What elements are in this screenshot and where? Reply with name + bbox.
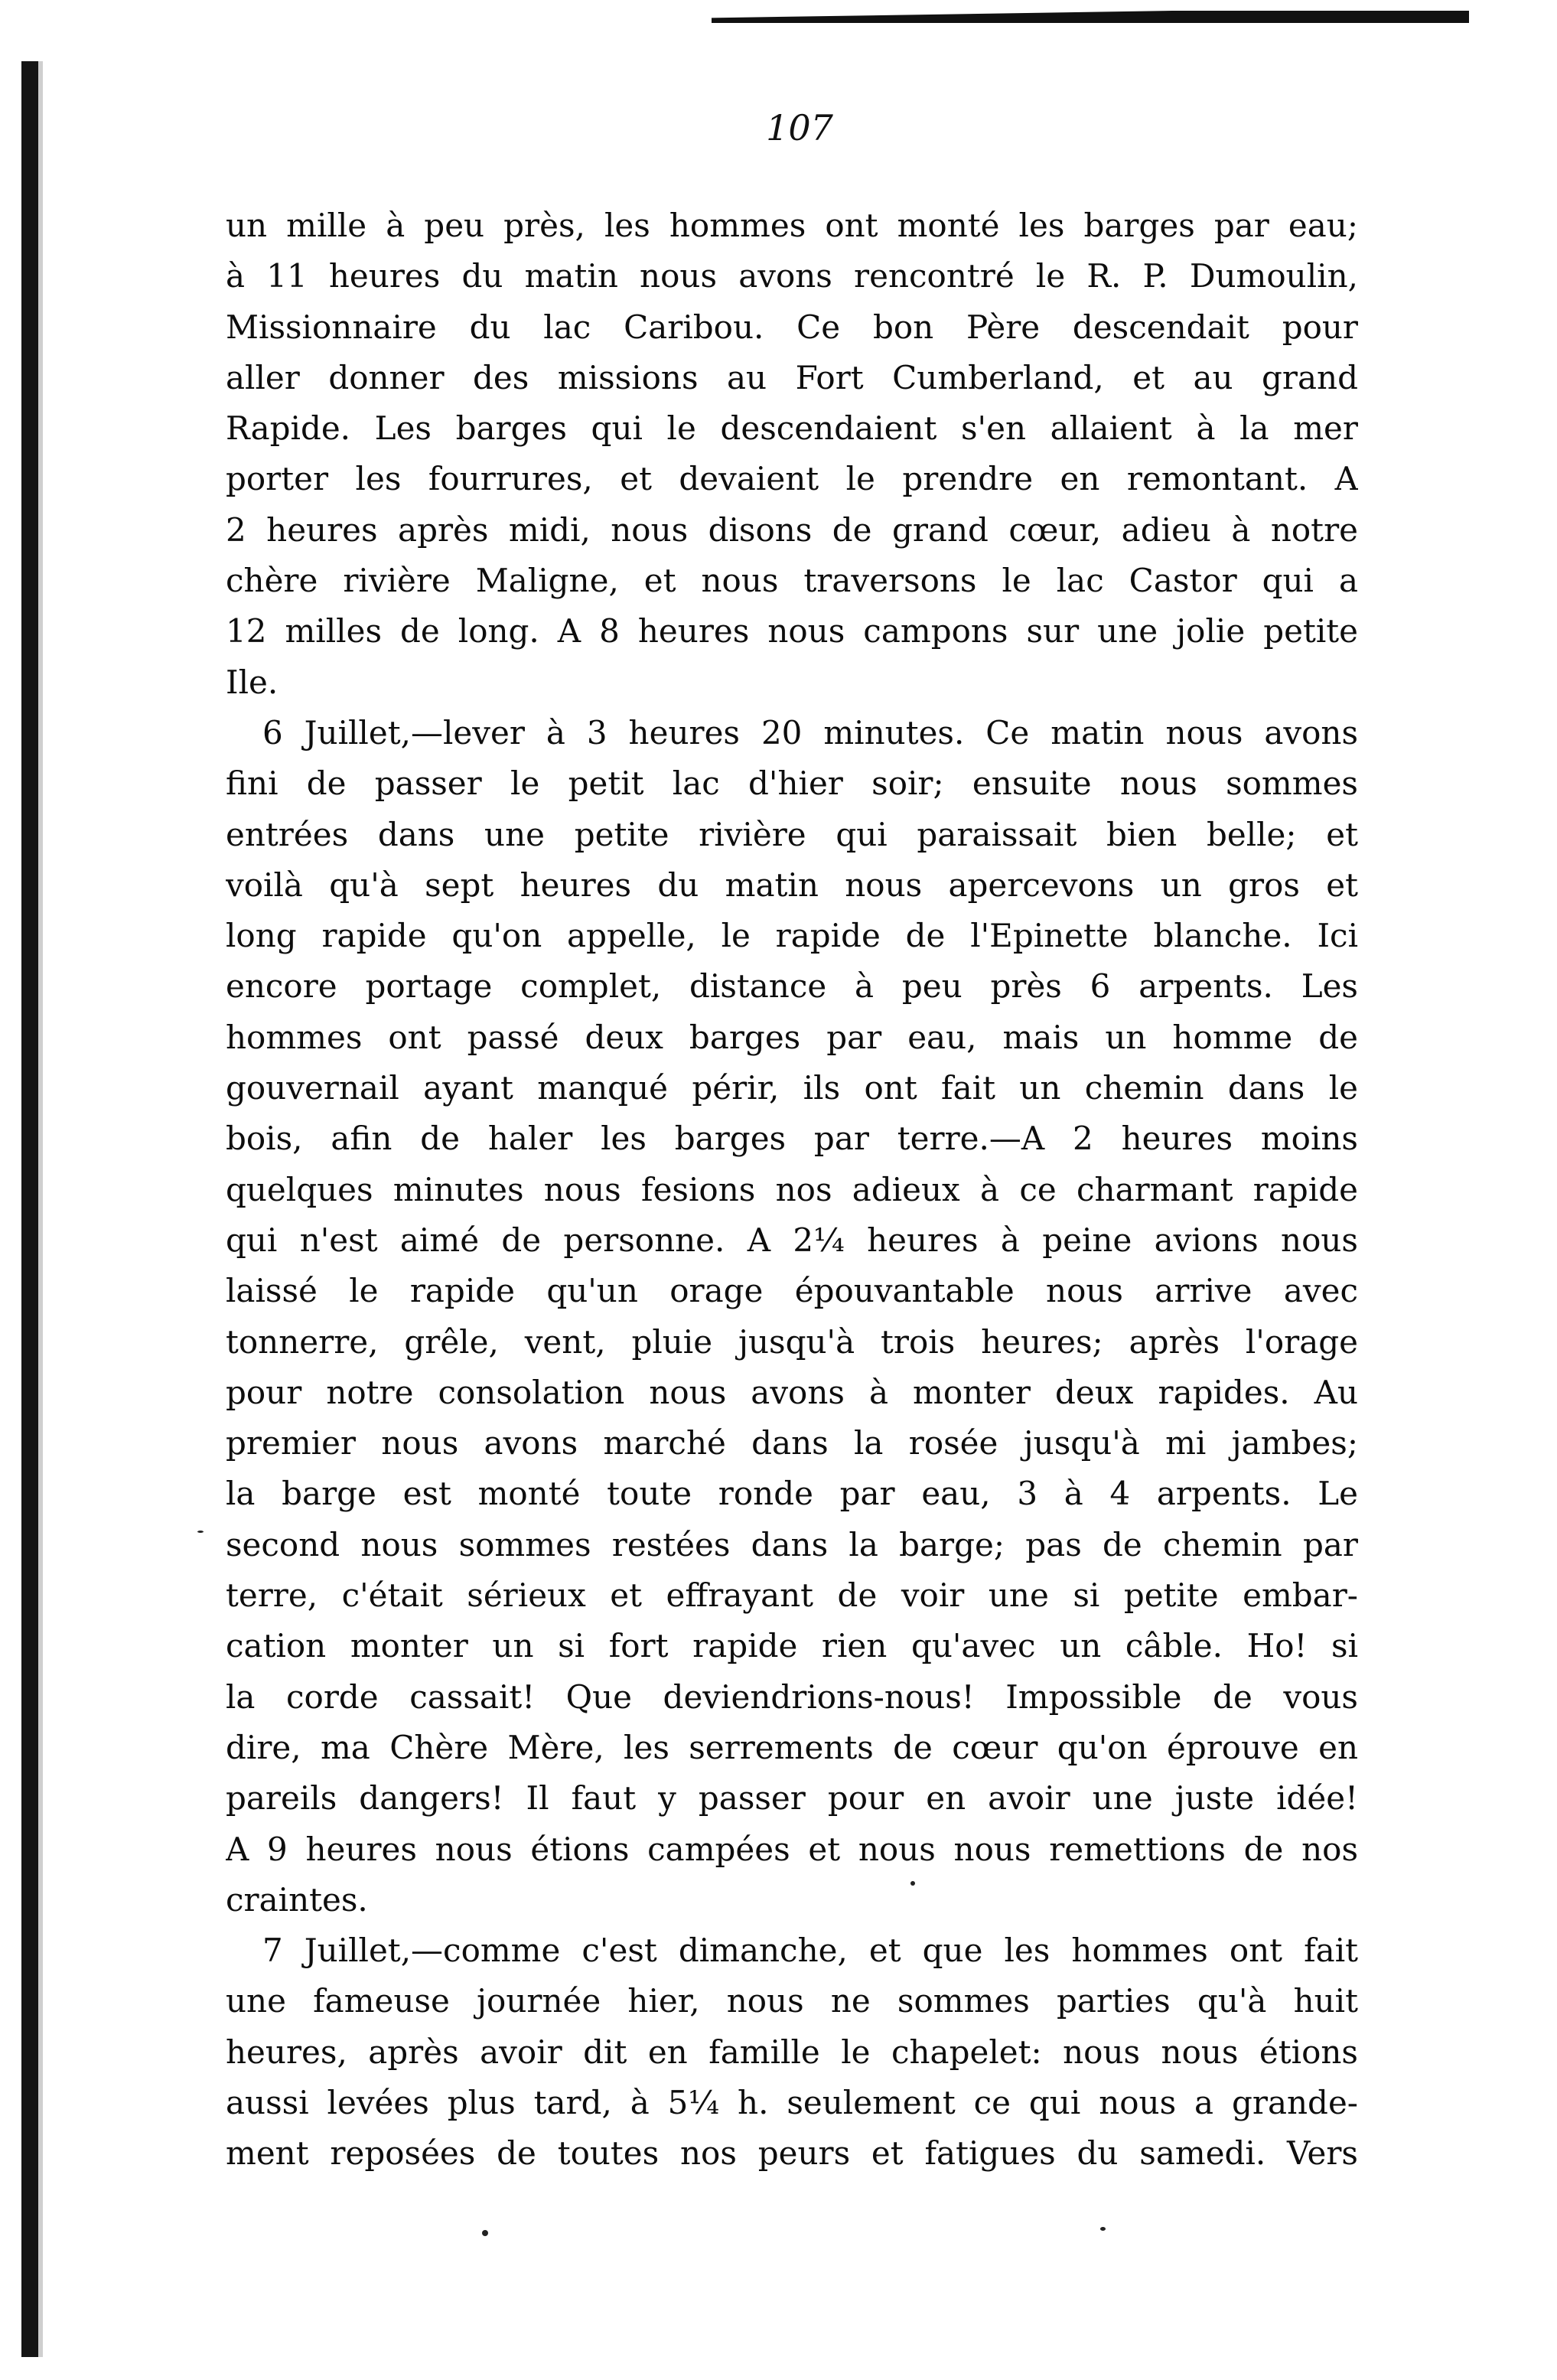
text-line: porter les fourrures, et devaient le prendre en remontant. A bbox=[226, 460, 1358, 498]
text-line: premier nous avons marché dans la rosée jusqu'à mi jambes; bbox=[226, 1424, 1358, 1462]
text-line: la barge est monté toute ronde par eau, 3 à 4 arpents. Le bbox=[226, 1475, 1358, 1513]
page-number: 107 bbox=[766, 107, 833, 148]
text-line: second nous sommes restées dans la barge; pas de chemin par bbox=[226, 1525, 1358, 1563]
text-line: tonnerre, grêle, vent, pluie jusqu'à trois heures; après l'orage bbox=[226, 1322, 1358, 1361]
text-line: 7 Juillet,—comme c'est dimanche, et que les hommes ont fait bbox=[262, 1932, 1358, 1970]
text-line: ment reposées de toutes nos peurs et fatigues du samedi. Vers bbox=[226, 2134, 1358, 2173]
text-line: Ile. bbox=[226, 663, 279, 701]
text-line: encore portage complet, distance à peu près 6 arpents. Les bbox=[226, 967, 1358, 1006]
text-line: un mille à peu près, les hommes ont monté les barges par eau; bbox=[226, 207, 1358, 244]
text-line: pareils dangers! Il faut y passer pour en avoir une juste idée! bbox=[226, 1779, 1358, 1818]
text-line: A 9 heures nous étions campées et nous nous remettions de nos bbox=[226, 1830, 1358, 1868]
text-line: laissé le rapide qu'un orage épouvantable nous arrive avec bbox=[226, 1272, 1358, 1310]
text-line: Missionnaire du lac Caribou. Ce bon Père descendait pour bbox=[226, 308, 1358, 346]
text-line: gouvernail ayant manqué périr, ils ont fait un chemin dans le bbox=[226, 1069, 1358, 1107]
text-line: aussi levées plus tard, à 5¼ h. seulement ce qui nous a grande- bbox=[226, 2083, 1358, 2121]
text-line: à 11 heures du matin nous avons rencontré le R. P. Dumoulin, bbox=[226, 257, 1358, 295]
text-line: heures, après avoir dit en famille le chapelet: nous nous étions bbox=[226, 2033, 1358, 2071]
left-binding-shadow bbox=[38, 61, 43, 2357]
text-line: long rapide qu'on appelle, le rapide de l'Epinette blanche. Ici bbox=[226, 917, 1358, 955]
text-line: cation monter un si fort rapide rien qu'avec un câble. Ho! si bbox=[226, 1627, 1358, 1665]
left-binding-edge bbox=[21, 61, 38, 2357]
text-line: une fameuse journée hier, nous ne sommes parties qu'à huit bbox=[226, 1982, 1358, 2020]
text-line: fini de passer le petit lac d'hier soir; ensuite nous sommes bbox=[226, 765, 1358, 803]
print-speck bbox=[482, 2230, 488, 2236]
text-line: voilà qu'à sept heures du matin nous apercevons un gros et bbox=[226, 866, 1358, 904]
text-line: terre, c'était sérieux et effrayant de voir une si petite embar- bbox=[226, 1576, 1358, 1615]
text-line: 2 heures après midi, nous disons de grand cœur, adieu à notre bbox=[226, 510, 1358, 549]
body-text bbox=[226, 201, 1358, 2179]
text-line: pour notre consolation nous avons à monter deux rapides. Au bbox=[226, 1373, 1358, 1411]
text-line: chère rivière Maligne, et nous traversons le lac Castor qui a bbox=[226, 562, 1358, 600]
print-speck bbox=[1100, 2227, 1106, 2231]
print-speck bbox=[197, 1531, 204, 1533]
text-line: hommes ont passé deux barges par eau, mais un homme de bbox=[226, 1018, 1358, 1056]
text-line: la corde cassait! Que deviendrions-nous! Impossible de vous bbox=[226, 1677, 1358, 1716]
text-line: entrées dans une petite rivière qui paraissait bien belle; et bbox=[226, 815, 1358, 853]
text-line: 6 Juillet,—lever à 3 heures 20 minutes. Ce matin nous avons bbox=[262, 713, 1358, 751]
text-line: quelques minutes nous fesions nos adieux à ce charmant rapide bbox=[226, 1170, 1358, 1208]
text-line: 12 milles de long. A 8 heures nous campons sur une jolie petite bbox=[226, 612, 1358, 650]
text-line: dire, ma Chère Mère, les serrements de cœur qu'on éprouve en bbox=[226, 1728, 1358, 1766]
text-line: bois, afin de haler les barges par terre.—A 2 heures moins bbox=[226, 1120, 1358, 1158]
print-speck bbox=[910, 1881, 915, 1886]
text-line: qui n'est aimé de personne. A 2¼ heures à peine avions nous bbox=[226, 1221, 1358, 1259]
text-line: Rapide. Les barges qui le descendaient s'en allaient à la mer bbox=[226, 409, 1358, 448]
top-edge-rule bbox=[712, 6, 1469, 23]
text-line: aller donner des missions au Fort Cumberland, et au grand bbox=[226, 358, 1358, 396]
text-line: craintes. bbox=[226, 1880, 368, 1919]
